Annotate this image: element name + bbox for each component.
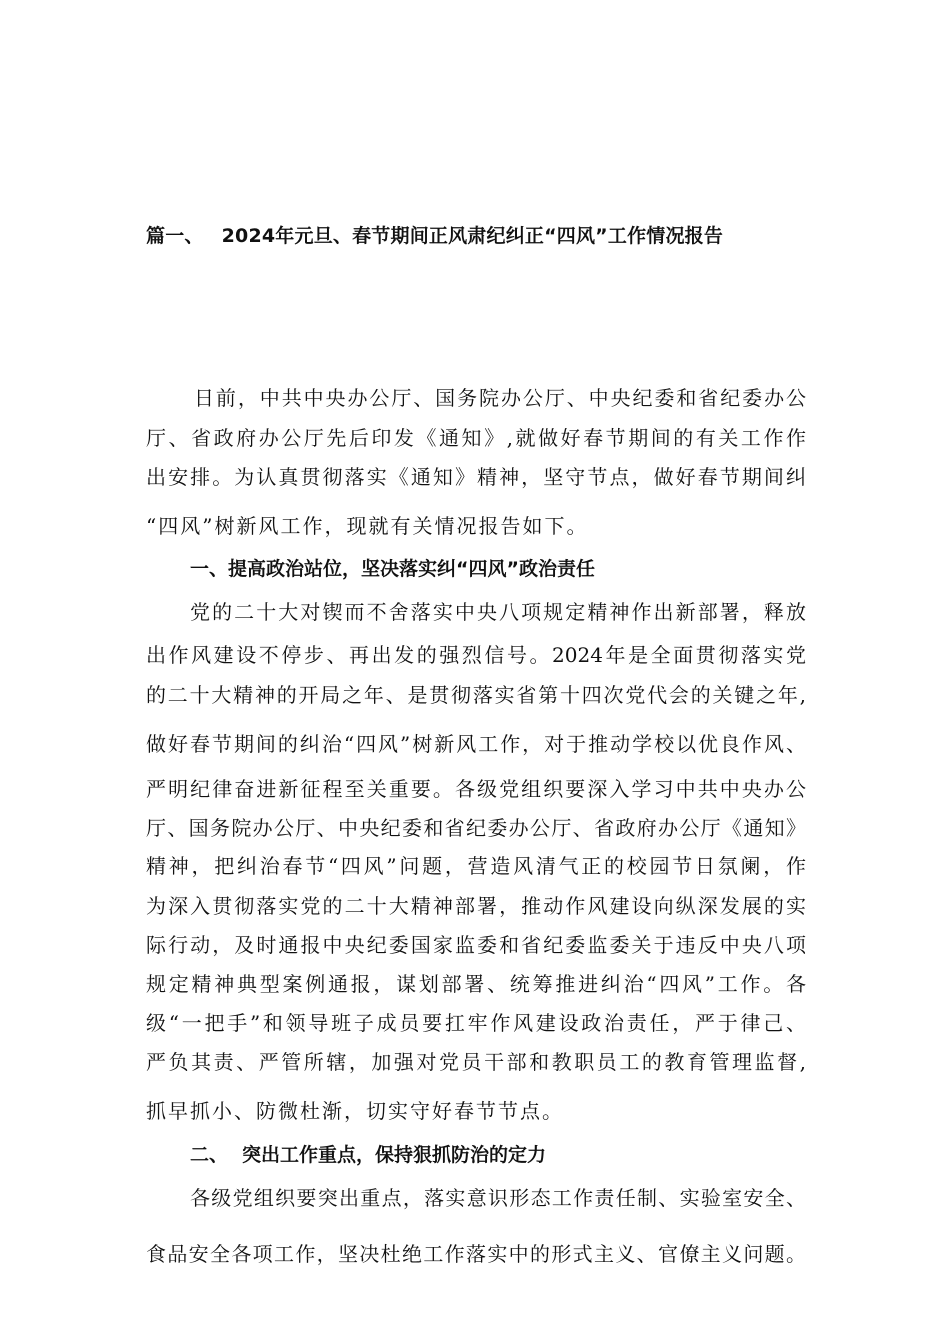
section-1-line-10: 规定精神典型案例通报，谋划部署、统筹推进纠治“四风”工作。各 xyxy=(146,972,806,996)
section-1-line-6: 厅、国务院办公厅、中央纪委和省纪委办公厅、省政府办公厅《通知》 xyxy=(146,816,806,840)
section-1-line-7: 精神，把纠治春节“四风”问题，营造风清气正的校园节日氛阑，作 xyxy=(146,854,806,878)
intro-line-4: “四风”树新风工作，现就有关情况报告如下。 xyxy=(146,514,589,538)
section-2-line-2: 食品安全各项工作，坚决杜绝工作落实中的形式主义、官僚主义问题。 xyxy=(146,1242,806,1266)
section-1-line-2: 出作风建设不停步、再出发的强烈信号。2024年是全面贯彻落实党 xyxy=(146,643,806,667)
section-1-line-11: 级“一把手”和领导班子成员要扛牢作风建设政治责任，严于律己、 xyxy=(146,1011,806,1035)
section-1-line-1: 党的二十大对锲而不舍落实中央八项规定精神作出新部署，释放 xyxy=(190,600,806,624)
document-title xyxy=(146,222,826,250)
section-1-line-12: 严负其责、严管所辖，加强对党员干部和教职员工的教育管理监督, xyxy=(146,1050,806,1074)
title-prefix: 篇一、 xyxy=(146,225,204,247)
section-1-line-5: 严明纪律奋进新征程至关重要。各级党组织要深入学习中共中央办公 xyxy=(146,777,806,801)
section-2-heading-text: 突出工作重点，保持狠抓防治的定力 xyxy=(242,1144,547,1166)
section-1-line-3: 的二十大精神的开局之年、是贯彻落实省第十四次党代会的关键之年, xyxy=(146,683,806,707)
section-2-heading-number: 二、 xyxy=(190,1144,229,1166)
section-1-line-9: 际行动，及时通报中央纪委国家监委和省纪委监委关于违反中央八项 xyxy=(146,933,806,957)
section-1-line-4: 做好春节期间的纠治“四风”树新风工作，对于推动学校以优良作风、 xyxy=(146,732,806,756)
intro-line-2: 厅、省政府办公厅先后印发《通知》,就做好春节期间的有关工作作 xyxy=(146,426,806,450)
section-1-line-13: 抓早抓小、防微杜渐，切实守好春节节点。 xyxy=(146,1099,564,1123)
title-text: 2024年元旦、春节期间正风肃纪纠正“四风”工作情况报告 xyxy=(221,225,724,247)
section-2-heading xyxy=(190,1140,546,1170)
intro-line-3: 出安排。为认真贯彻落实《通知》精神，坚守节点，做好春节期间纠 xyxy=(146,465,806,489)
section-1-line-8: 为深入贯彻落实党的二十大精神部署，推动作风建设向纵深发展的实 xyxy=(146,894,806,918)
section-1-heading: 一、提高政治站位，坚决落实纠“四风”政治责任 xyxy=(190,558,595,580)
section-2-line-1: 各级党组织要突出重点，落实意识形态工作责任制、实验室安全、 xyxy=(190,1186,806,1210)
intro-line-1: 日前，中共中央办公厅、国务院办公厅、中央纪委和省纪委办公 xyxy=(194,386,806,410)
